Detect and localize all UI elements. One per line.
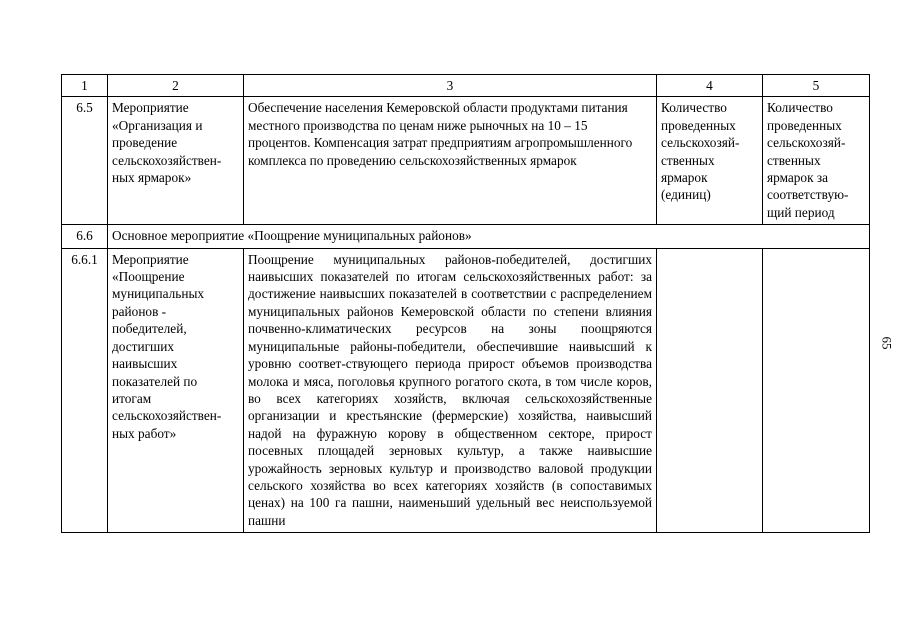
header-cell: 4: [657, 75, 763, 97]
measure-name: Мероприятие «Поощрение муниципальных районов - победителей, достигших наивысших показателей по итогам сельскохозяйствен-ных работ»: [108, 248, 244, 533]
table-header-row: [62, 75, 870, 97]
table-row: [62, 248, 870, 533]
table-row: [62, 97, 870, 225]
row-number: 6.5: [62, 97, 108, 225]
header-cell: 3: [244, 75, 657, 97]
measure-indicator: Количество проведенных сельскохозяй-ственных ярмарок (единиц): [657, 97, 763, 225]
table-row: [62, 225, 870, 248]
page-number: 65: [879, 336, 895, 350]
section-title: Основное мероприятие «Поощрение муниципальных районов»: [108, 225, 870, 248]
measure-description: Поощрение муниципальных районов-победителей, достигших наивысших показателей по итогам сельскохозяйственных работ: за достижение наивысших показателей в соответствии с распределением муниципальных районов Кемеровской области по степени влияния почвенно-климатических ресурсов на зоны поощряются муниципальные районы-победители, обеспечившие наивысший к уровню соответ-ствующего периода прирост объемов производства молока и мяса, поголовья крупного рогатого скота, в том числе коров, во всех категориях хозяйств, включая сельскохозяйственные организации и крестьянские (фермерские) хозяйства, наивысший надой на фуражную корову в общественном секторе, прирост посевных площадей зерновых культур, а также наивысшие урожайность зерновых культур и производство валовой продукции сельского хозяйства во всех категориях хозяйств (в сопоставимых ценах) на 100 га пашни, наименьший удельный вес неиспользуемой пашни: [244, 248, 657, 533]
measure-method: [763, 248, 870, 533]
header-cell: 5: [763, 75, 870, 97]
measures-table: [61, 74, 870, 533]
row-number: 6.6.1: [62, 248, 108, 533]
measure-indicator: [657, 248, 763, 533]
measure-description: Обеспечение населения Кемеровской области продуктами питания местного производства по ценам ниже рыночных на 10 – 15 процентов. Компенсация затрат предприятиям агропромышленного комплекса по проведению сельскохозяйственных ярмарок: [244, 97, 657, 225]
measure-name: Мероприятие «Организация и проведение сельскохозяйствен-ных ярмарок»: [108, 97, 244, 225]
header-cell: 2: [108, 75, 244, 97]
measure-method: Количество проведенных сельскохозяй-ственных ярмарок за соответствую-щий период: [763, 97, 870, 225]
header-cell: 1: [62, 75, 108, 97]
row-number: 6.6: [62, 225, 108, 248]
